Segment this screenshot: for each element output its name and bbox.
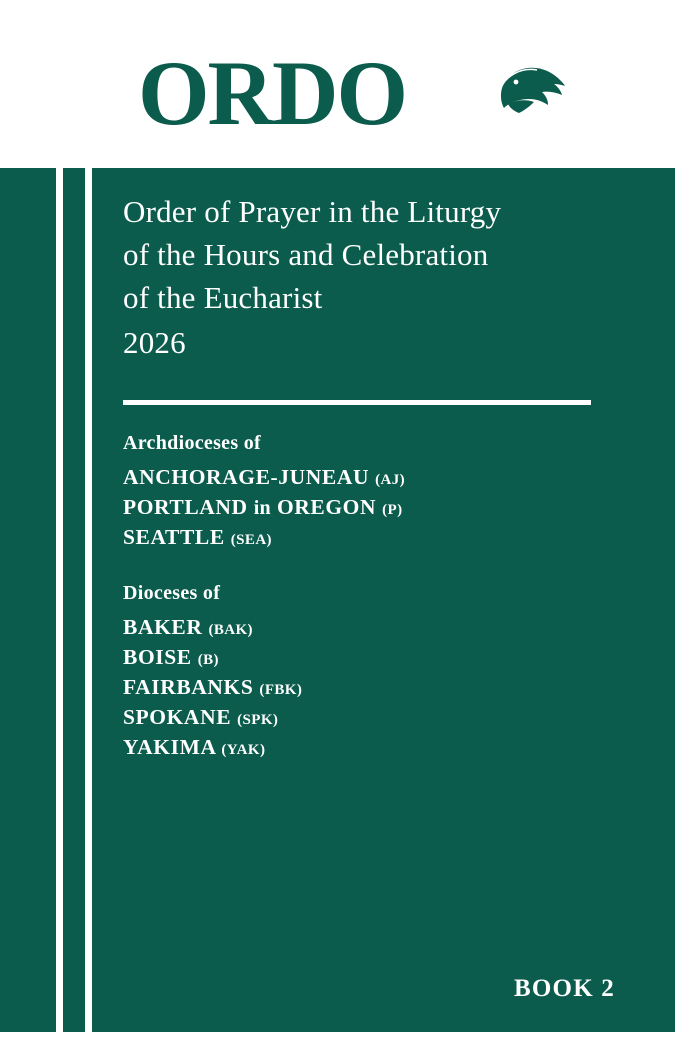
archdiocese-name: PORTLAND: [123, 495, 248, 519]
diocese-name: BAKER: [123, 615, 203, 639]
diocese-abbr: (FBK): [259, 682, 303, 698]
archdiocese-abbr: (AJ): [375, 472, 406, 488]
dioceses-heading: Dioceses of: [123, 582, 221, 604]
page-title: [123, 190, 623, 364]
diocese-name: YAKIMA: [123, 735, 216, 759]
diocese-name: BOISE: [123, 645, 192, 669]
bottom-white-band: [0, 1032, 675, 1064]
list-item: [123, 674, 623, 704]
divider-rule: [123, 400, 591, 405]
archdiocese-name: ANCHORAGE-JUNEAU: [123, 465, 370, 489]
diocese-name: SPOKANE: [123, 705, 232, 729]
archdiocese-abbr: (SEA): [230, 532, 272, 548]
masthead: [0, 0, 675, 168]
jurisdiction-lists: [123, 432, 623, 764]
title-line-2: of the Hours and Celebration: [123, 237, 489, 272]
list-item: [123, 644, 623, 674]
title-block: [123, 190, 623, 364]
diocese-abbr: (YAK): [221, 742, 266, 758]
list-item: [123, 734, 623, 764]
dove-icon: [492, 58, 570, 124]
title-line-1: Order of Prayer in the Liturgy: [123, 194, 502, 229]
diocese-name: FAIRBANKS: [123, 675, 254, 699]
ordo-wordmark: ORDO: [138, 42, 406, 144]
list-item: [123, 704, 623, 734]
list-item: [123, 524, 623, 554]
title-line-3: of the Eucharist: [123, 280, 323, 315]
book-label: BOOK 2: [514, 975, 615, 1002]
title-year: 2026: [123, 325, 186, 360]
archdiocese-name: SEATTLE: [123, 525, 225, 549]
left-stripe-outer: [56, 168, 63, 1032]
diocese-abbr: (SPK): [237, 712, 279, 728]
list-item: [123, 464, 623, 494]
diocese-abbr: (BAK): [208, 622, 253, 638]
list-item: [123, 614, 623, 644]
archdiocese-connector: in: [253, 497, 271, 519]
left-stripe-inner: [85, 168, 92, 1032]
list-item: [123, 494, 623, 524]
archdioceses-heading: Archdioceses of: [123, 432, 261, 454]
archdiocese-name-2: OREGON: [276, 495, 377, 519]
diocese-abbr: (B): [197, 652, 219, 668]
archdiocese-abbr: (P): [382, 502, 403, 518]
